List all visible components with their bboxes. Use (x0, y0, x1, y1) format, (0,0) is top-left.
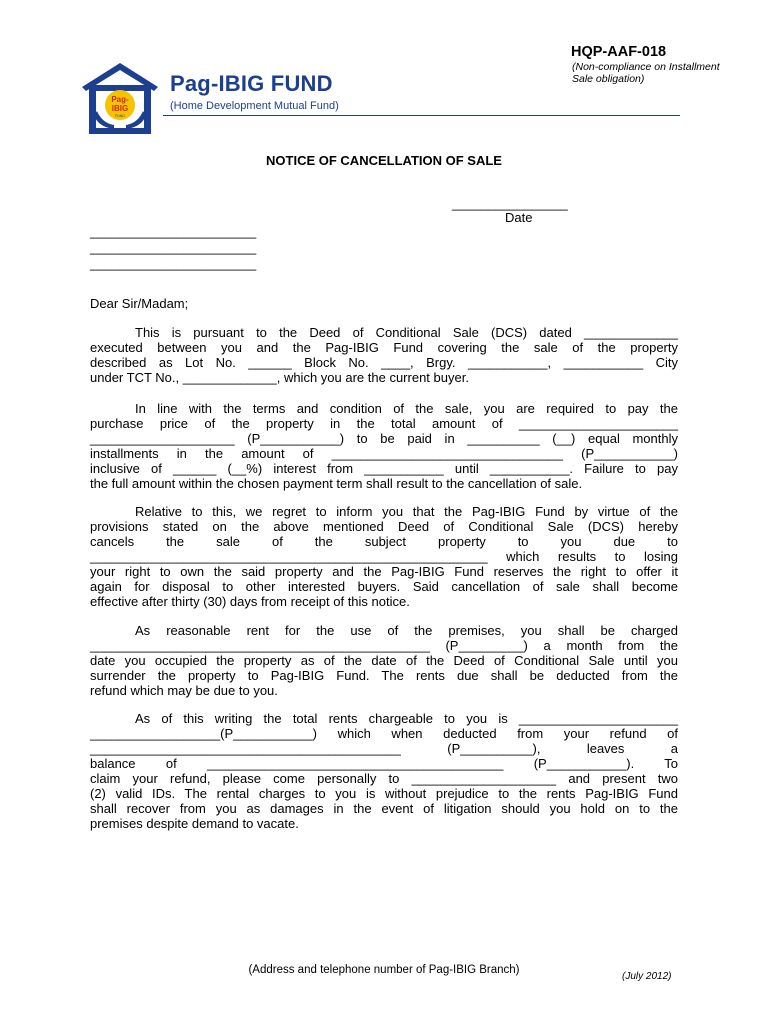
paragraph-line: refund which may be due to you. (90, 683, 278, 698)
paragraph-refund (90, 711, 678, 831)
org-name: Pag-IBIG FUND (170, 71, 333, 96)
paragraph-line: claim your refund, please come personally to ____________________ and present two (90, 771, 678, 786)
paragraph-line: _______________________________________________________ which results to losing (90, 549, 678, 564)
paragraph-rent (90, 623, 678, 698)
pag-ibig-logo (80, 61, 160, 136)
paragraph-payment-terms (90, 401, 678, 491)
logo-text-1: Pag- (111, 95, 129, 104)
paragraph-line: ___________________________________________ (P__________), leaves a (90, 741, 678, 756)
paragraph-line: provisions stated on the above mentioned Deed of Conditional Sale (DCS) hereby (90, 519, 678, 534)
form-note-line-2: Sale obligation) (572, 73, 645, 85)
date-label: Date (505, 210, 533, 225)
form-note-line-1: (Non-compliance on Installment (572, 61, 720, 73)
paragraph-line: ____________________ (P___________) to be paid in __________ (__) equal monthly (90, 431, 678, 446)
salutation: Dear Sir/Madam; (90, 296, 189, 311)
footer-branch-address-note: (Address and telephone number of Pag-IBIG Branch) (248, 964, 520, 976)
paragraph-line: shall recover from you as damages in the event of litigation should you hold on to the (90, 801, 678, 816)
org-subtitle: (Home Development Mutual Fund) (170, 100, 339, 112)
paragraph-line: __________________(P___________) which when deducted from your refund of (90, 726, 678, 741)
date-blank: ________________ (452, 196, 568, 211)
logo-text-3: FUND (115, 114, 125, 118)
paragraph-line: As reasonable rent for the use of the premises, you shall be charged (135, 623, 678, 638)
footer-form-date: (July 2012) (622, 971, 672, 982)
recipient-address-line: _______________________ (90, 256, 257, 271)
paragraph-line: again for disposal to other interested buyers. Said cancellation of sale shall become (90, 579, 678, 594)
paragraph-line: under TCT No., _____________, which you are the current buyer. (90, 370, 469, 385)
paragraph-line: installments in the amount of ________________________________ (P___________) (90, 446, 678, 461)
paragraph-line: Relative to this, we regret to inform you that the Pag-IBIG Fund by virtue of the (135, 504, 678, 519)
paragraph-line: inclusive of ______ (__%) interest from ___________ until ___________. Failure to pay (90, 461, 678, 476)
paragraph-line: This is pursuant to the Deed of Conditional Sale (DCS) dated _____________ (135, 325, 678, 340)
form-code: HQP-AAF-018 (571, 44, 667, 60)
paragraph-line: In line with the terms and condition of the sale, you are required to pay the (135, 401, 678, 416)
paragraph-line: purchase price of the property in the total amount of ______________________ (90, 416, 678, 431)
paragraph-line: effective after thirty (30) days from receipt of this notice. (90, 594, 410, 609)
paragraph-line: surrender the property to Pag-IBIG Fund. The rents due shall be deducted from the (90, 668, 678, 683)
paragraph-line: premises despite demand to vacate. (90, 816, 299, 831)
paragraph-line: described as Lot No. ______ Block No. ____, Brgy. ___________, ___________ City (90, 355, 678, 370)
paragraph-line: date you occupied the property as of the date of the Deed of Conditional Sale until you (90, 653, 678, 668)
paragraph-line: balance of _________________________________________ (P___________). To (90, 756, 678, 771)
paragraph-line: (2) valid IDs. The rental charges to you is without prejudice to the rents Pag-IBIG Fund (90, 786, 678, 801)
recipient-address-line: _______________________ (90, 224, 257, 239)
paragraph-dcs-reference (90, 325, 678, 385)
paragraph-line: As of this writing the total rents chargeable to you is ______________________ (135, 711, 678, 726)
paragraph-line: your right to own the said property and the Pag-IBIG Fund reserves the right to offer it (90, 564, 678, 579)
paragraph-cancellation (90, 504, 678, 609)
logo-text-2: IBIG (111, 104, 129, 113)
paragraph-line: the full amount within the chosen payment term shall result to the cancellation of sale. (90, 476, 583, 491)
paragraph-line: _______________________________________________ (P_________) a month from the (90, 638, 678, 653)
document-title: NOTICE OF CANCELLATION OF SALE (266, 153, 502, 168)
paragraph-line: executed between you and the Pag-IBIG Fund covering the sale of the property (90, 340, 678, 355)
recipient-address-line: _______________________ (90, 240, 257, 255)
header-divider (163, 115, 680, 116)
paragraph-line: cancels the sale of the subject property to you due to (90, 534, 678, 549)
